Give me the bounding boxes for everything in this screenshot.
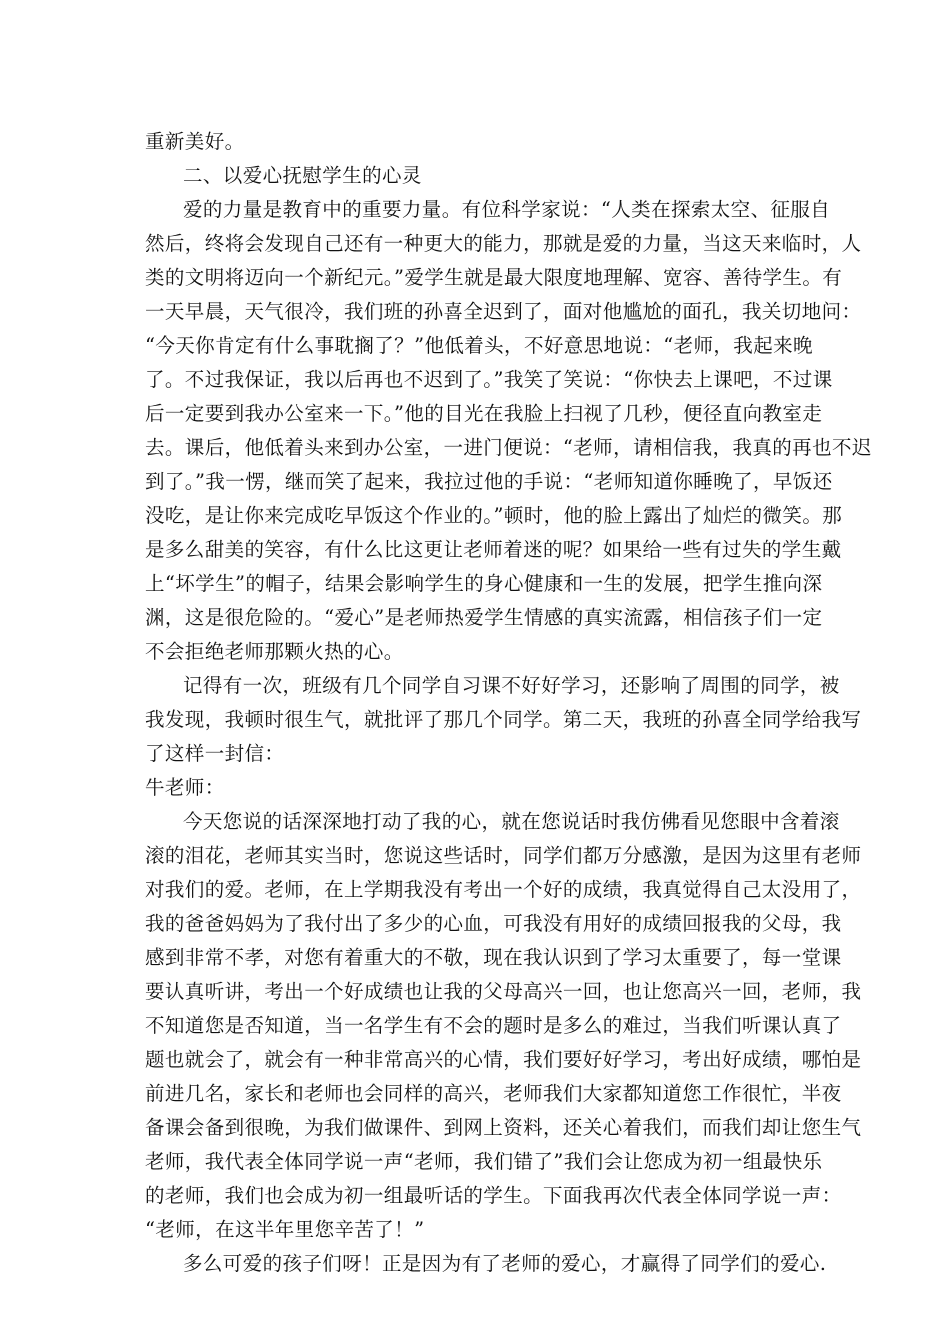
letter-salutation: 牛老师：	[145, 776, 225, 799]
text-line: 不会拒绝老师那颗火热的心。	[145, 640, 404, 663]
text-line: 不知道您是否知道，当一名学生有不会的题时是多么的难过，当我们听课认真了	[145, 1014, 842, 1037]
text-line: 了这样一封信：	[145, 742, 285, 765]
text-line: 我的爸爸妈妈为了我付出了多少的心血，可我没有用好的成绩回报我的父母，我	[145, 912, 842, 935]
text-line: 重新美好。	[145, 130, 245, 153]
text-line: 今天您说的话深深地打动了我的心，就在您说话时我仿佛看见您眼中含着滚	[183, 810, 840, 833]
text-line: 去。课后，他低着头来到办公室，一进门便说：“老师，请相信我，我真的再也不迟	[145, 436, 872, 459]
text-line: 多么可爱的孩子们呀！正是因为有了老师的爱心，才赢得了同学们的爱心.	[183, 1252, 827, 1275]
text-line: 前进几名，家长和老师也会同样的高兴，老师我们大家都知道您工作很忙，半夜	[145, 1082, 842, 1105]
text-line: 题也就会了，就会有一种非常高兴的心情，我们要好好学习，考出好成绩，哪怕是	[145, 1048, 862, 1071]
text-line: 爱的力量是教育中的重要力量。有位科学家说：“人类在探索太空、征服自	[183, 198, 831, 221]
text-line: 感到非常不孝，对您有着重大的不敬，现在我认识到了学习太重要了，每一堂课	[145, 946, 842, 969]
text-line: 对我们的爱。老师，在上学期我没有考出一个好的成绩，我真觉得自己太没用了，	[145, 878, 862, 901]
text-line: 后一定要到我办公室来一下。”他的目光在我脸上扫视了几秒，便径直向教室走	[145, 402, 823, 425]
text-line: 类的文明将迈向一个新纪元。”爱学生就是最大限度地理解、宽容、善待学生。有	[145, 266, 843, 289]
text-line: 上“坏学生”的帽子，结果会影响学生的身心健康和一生的发展，把学生推向深	[145, 572, 823, 595]
text-line: 我发现，我顿时很生气，就批评了那几个同学。第二天，我班的孙喜全同学给我写	[145, 708, 862, 731]
text-line: 然后，终将会发现自己还有一种更大的能力，那就是爱的力量，当这天来临时，人	[145, 232, 862, 255]
text-line: 一天早晨，天气很冷，我们班的孙喜全迟到了，面对他尴尬的面孔，我关切地问：	[145, 300, 862, 323]
text-line: 老师，我代表全体同学说一声“老师，我们错了”我们会让您成为初一组最快乐	[145, 1150, 823, 1173]
text-line: 是多么甜美的笑容，有什么比这更让老师着迷的呢？如果给一些有过失的学生戴	[145, 538, 842, 561]
text-line: “今天你肯定有什么事耽搁了？”他低着头，不好意思地说：“老师，我起来晚	[145, 334, 813, 357]
text-line: 要认真听讲，考出一个好成绩也让我的父母高兴一回，也让您高兴一回，老师，我	[145, 980, 862, 1003]
text-line: 滚的泪花，老师其实当时，您说这些话时，同学们都万分感激，是因为这里有老师	[145, 844, 862, 867]
text-line: 没吃，是让你来完成吃早饭这个作业的。”顿时，他的脸上露出了灿烂的微笑。那	[145, 504, 843, 527]
text-line: 记得有一次，班级有几个同学自习课不好好学习，还影响了周围的同学，被	[183, 674, 840, 697]
text-line: “老师，在这半年里您辛苦了！”	[145, 1218, 425, 1241]
text-line: 到了。”我一愣，继而笑了起来，我拉过他的手说：“老师知道你睡晚了，早饭还	[145, 470, 833, 493]
section-heading: 二、以爱心抚慰学生的心灵	[183, 164, 422, 187]
text-line: 渊，这是很危险的。“爱心”是老师热爱学生情感的真实流露，相信孩子们一定	[145, 606, 823, 629]
text-line: 的老师，我们也会成为初一组最听话的学生。下面我再次代表全体同学说一声：	[145, 1184, 842, 1207]
text-line: 了。不过我保证，我以后再也不迟到了。”我笑了笑说：“你快去上课吧，不过课	[145, 368, 833, 391]
text-line: 备课会备到很晚，为我们做课件、到网上资料，还关心着我们，而我们却让您生气	[145, 1116, 862, 1139]
